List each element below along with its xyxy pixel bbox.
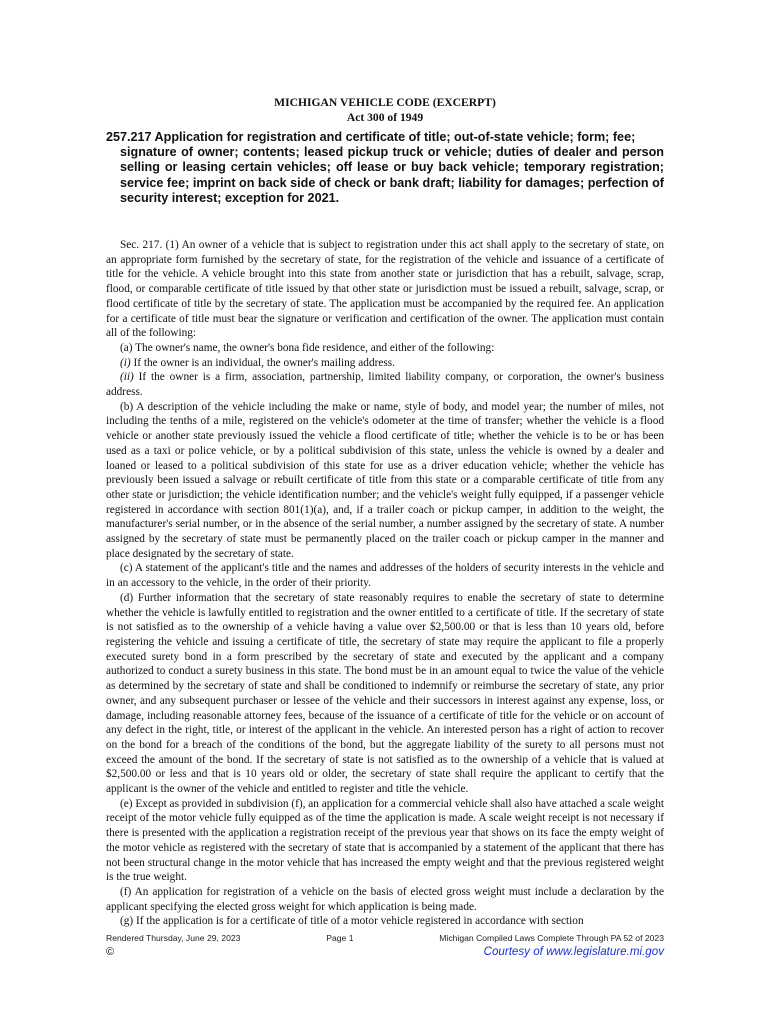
paragraph-d: (d) Further information that the secretary of state reasonably requires to enable the secretary of state to determine whether the vehicle is lawfully entitled to registration and the owner entitled to a certificate of title. If the secretary of state is not satisfied as to the ownership of a vehicle having a value over $2,500.00 or that is less than 10 years old, before registering the vehicle and issuing a certificate of title, the secretary of state may require the applicant to file a properly executed surety bond in a form prescribed by the secretary of state and executed by the applicant and a company authorized to conduct a surety business in this state. The bond must be in an amount equal to twice the value of the vehicle as determined by the secretary of state and shall be conditioned to indemnify or reimburse the secretary of state, any prior owner, and any subsequent purchaser or lessee of the vehicle and their successors in interest against any expense, loss, or damage, including reasonable attorney fees, because of the issuance of a certificate of title for the vehicle or on account of any defect in the right, title, or interest of the applicant in the vehicle. An interested person has a right of action to recover on the bond for a breach of the conditions of the bond, but the aggregate liability of the surety to all persons must not exceed the amount of the bond. If the secretary of state is not satisfied as to the ownership of a vehicle that is valued at $2,500.00 or less and that is 10 years old or older, the secretary of state shall require the applicant to certify that the applicant is the owner of the vehicle and entitled to register and title the vehicle.	[106, 591, 664, 796]
section-heading	[106, 130, 664, 206]
document-title: MICHIGAN VEHICLE CODE (EXCERPT)	[274, 96, 496, 109]
paragraph-a-i-text: If the owner is an individual, the owner's mailing address.	[130, 356, 395, 369]
page-footer	[106, 931, 664, 946]
paragraph-intro: Sec. 217. (1) An owner of a vehicle that is subject to registration under this act shall apply to the secretary of state, on an appropriate form furnished by the secretary of state, for the registration of the vehicle and issuance of a certificate of title for the vehicle. A vehicle brought into this state from another state or jurisdiction that has a rebuilt, salvage, scrap, flood, or comparable certificate of title issued by that other state or jurisdiction must be issued a rebuilt, salvage, scrap, or flood certificate of title by the secretary of state. The application must be accompanied by the required fee. An application for a certificate of title must bear the signature or verification and certification of the owner. The application must contain all of the following:	[106, 239, 664, 340]
paragraph-a-ii	[106, 370, 664, 399]
label-ii: (ii)	[120, 371, 134, 384]
section-heading-line1: 257.217 Application for registration and certificate of title; out-of-state vehicle; form; fee;	[106, 130, 636, 144]
paragraph-a: (a) The owner's name, the owner's bona fide residence, and either of the following:	[120, 341, 495, 354]
paragraph-a-ii-text: If the owner is a firm, association, partnership, limited liability company, or corporation, the owner's business address.	[106, 371, 664, 399]
paragraph-e: (e) Except as provided in subdivision (f), an application for a commercial vehicle shall also have attached a scale weight receipt of the motor vehicle fully equipped as of the time the application is made. A scale weight receipt is not necessary if there is presented with the application a registration receipt of the previous year that shows on its face the empty weight of the motor vehicle as registered with the secretary of state that is accompanied by a statement of the applicant that there has not been structural change in the motor vehicle that has increased the empty weight and that the previous registered weight is the true weight.	[106, 797, 664, 884]
paragraph-b: (b) A description of the vehicle including the make or name, style of body, and model year; the number of miles, not including the tenths of a mile, registered on the vehicle's odometer at the time of transfer; whether the vehicle is a flood vehicle or another state previously issued the vehicle a flood certificate of title; whether the vehicle is to be or has been used as a taxi or police vehicle, or by a political subdivision of this state, unless the vehicle is owned by a dealer and loaned or leased to a political subdivision of this state for use as a driver education vehicle; whether the vehicle has previously been issued a salvage or rebuilt certificate of title from this state or a comparable certificate of title from any other state or jurisdiction; the vehicle identification number; and the vehicle's weight fully equipped, if a passenger vehicle registered in accordance with section 801(1)(a), and, if a trailer coach or pickup camper, in addition to the weight, the manufacturer's serial number, or in the absence of the serial number, a number assigned by the secretary of state. A number assigned by the secretary of state must be permanently placed on the trailer coach or pickup camper in the manner and place designated by the secretary of state.	[106, 400, 664, 560]
paragraph-g: (g) If the application is for a certificate of title of a motor vehicle registered in accordance with section	[120, 915, 584, 928]
label-i: (i)	[120, 356, 131, 369]
paragraph-c: (c) A statement of the applicant's title and the names and addresses of the holders of security interests in the vehicle and in an accessory to the vehicle, in the order of their priority.	[106, 562, 664, 590]
paragraph-a-i	[106, 356, 664, 371]
section-body	[106, 238, 664, 929]
paragraph-f: (f) An application for registration of a vehicle on the basis of elected gross weight must include a declaration by the applicant specifying the elected gross weight for which application is being made.	[106, 885, 664, 913]
rendered-date: Rendered Thursday, June 29, 2023	[106, 933, 241, 943]
page-number: Page 1	[326, 933, 354, 943]
compiled-status: Michigan Compiled Laws Complete Through PA 52 of 2023	[439, 933, 664, 943]
act-number: Act 300 of 1949	[346, 111, 424, 124]
courtesy-row	[106, 945, 664, 960]
copyright-symbol: ©	[106, 946, 115, 958]
section-heading-continuation: signature of owner; contents; leased pickup truck or vehicle; duties of dealer and person selling or leasing certain vehicles; off lease or buy back vehicle; temporary registration; service fee; imprint on back side of check or bank draft; liability for damages; perfection of security interest; exception for 2021.	[120, 145, 664, 205]
courtesy-link[interactable]: Courtesy of www.legislature.mi.gov	[483, 945, 664, 958]
